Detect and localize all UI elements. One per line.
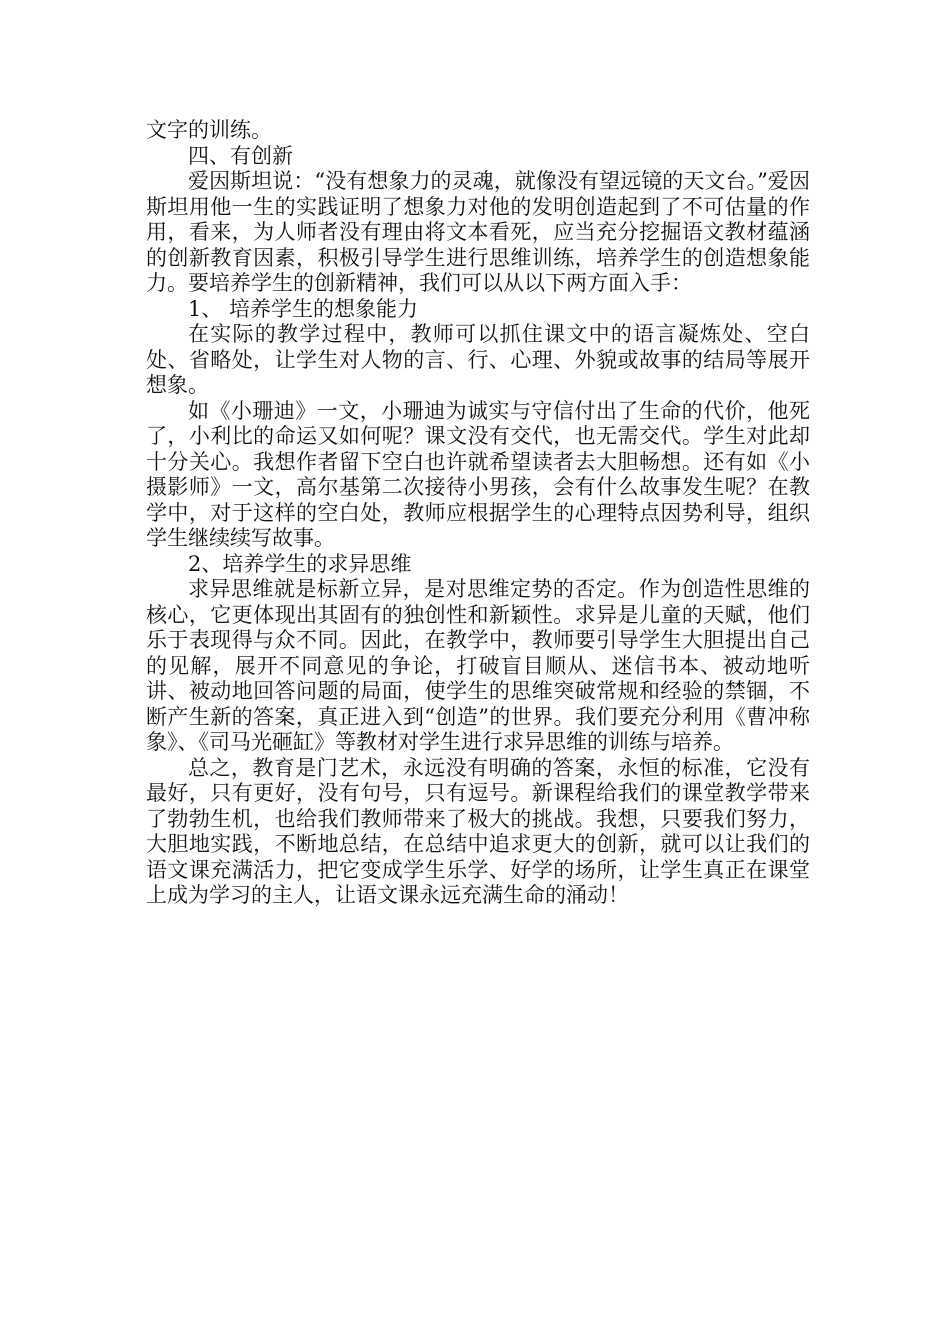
section-heading-innovation: 四、有创新 bbox=[188, 143, 293, 168]
paragraph-examples: 如《小珊迪》一文，小珊迪为诚实与守信付出了生命的代价，他死了，小利比的命运又如何呢？课文没有交代，也无需交代。学生对此却十分关心。我想作者留下空白也许就希望读者去大胆畅想。还有如《小摄影师》一文，高尔基第二次接待小男孩，会有什么故事发生呢？在教学中，对于这样的空白处，教师应根据学生的心理特点因势利导，组织学生继续续写故事。 bbox=[146, 398, 810, 550]
paragraph-divergent-thinking: 求异思维就是标新立异，是对思维定势的否定。作为创造性思维的核心，它更体现出其固有的独创性和新颖性。求异是儿童的天赋，他们乐于表现得与众不同。因此，在教学中，教师要引导学生大胆提出自己的见解，展开不同意见的争论，打破盲目顺从、迷信书本、被动地听讲、被动地回答问题的局面，使学生的思维突破常规和经验的禁锢，不断产生新的答案，真正进入到“创造”的世界。我们要充分利用《曹冲称象》、《司马光砸缸》等教材对学生进行求异思维的训练与培养。 bbox=[146, 577, 810, 754]
subheading-imagination: 1、 培养学生的想象能力 bbox=[188, 296, 419, 321]
paragraph-teaching-process: 在实际的教学过程中，教师可以抓住课文中的语言凝炼处、空白处、省略处，让学生对人物的言、行、心理、外貌或故事的结局等展开想象。 bbox=[146, 322, 810, 397]
paragraph-einstein-quote: 爱因斯坦说：“没有想象力的灵魂，就像没有望远镜的天文台。”爱因斯坦用他一生的实践证明了想象力对他的发明创造起到了不可估量的作用，看来，为人师者没有理由将文本看死，应当充分挖掘语文教材蕴涵的创新教育因素，积极引导学生进行思维训练，培养学生的创造想象能力。要培养学生的创新精神，我们可以从以下两方面入手： bbox=[146, 169, 810, 295]
paragraph-continuation: 文字的训练。 bbox=[146, 118, 272, 142]
document-body bbox=[146, 118, 810, 909]
subheading-divergent-thinking: 2、培养学生的求异思维 bbox=[188, 551, 412, 576]
paragraph-conclusion: 总之，教育是门艺术，永远没有明确的答案，永恒的标准，它没有最好，只有更好，没有句号，只有逗号。新课程给我们的课堂教学带来了勃勃生机，也给我们教师带来了极大的挑战。我想，只要我们努力，大胆地实践，不断地总结，在总结中追求更大的创新，就可以让我们的语文课充满活力，把它变成学生乐学、好学的场所，让学生真正在课堂上成为学习的主人，让语文课永远充满生命的涌动！ bbox=[146, 755, 810, 907]
